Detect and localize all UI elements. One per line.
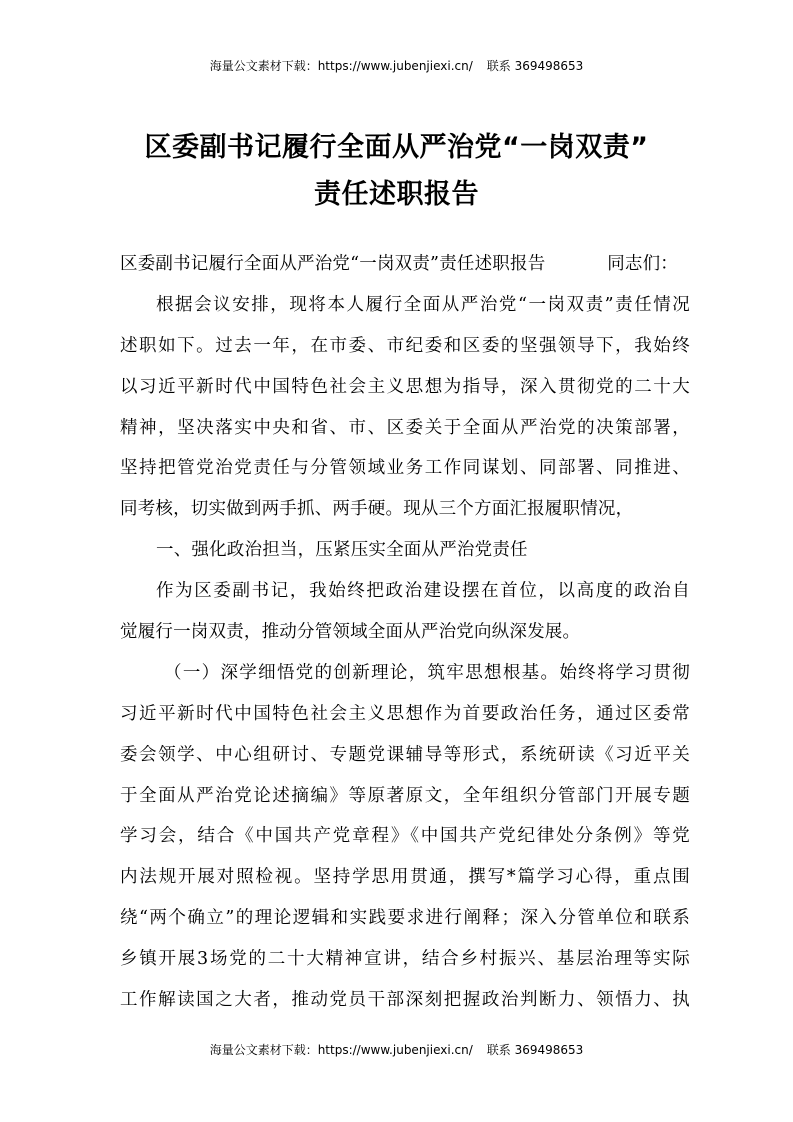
section-heading: 一、强化政治担当，压紧压实全面从严治党责任 — [156, 540, 528, 561]
paragraph-line: 同考核，切实做到两手抓、两手硬。现从三个方面汇报履职情况， — [120, 499, 634, 520]
footer-contact: 联系 369498653 — [486, 1043, 584, 1057]
paragraph-line: 委会领学、中心组研讨、专题党课辅导等形式，系统研读《习近平关 — [120, 744, 690, 765]
paragraph-line: 精神，坚决落实中央和省、市、区委关于全面从严治党的决策部署， — [120, 417, 690, 438]
paragraph-line: 坚持把管党治党责任与分管领域业务工作同谋划、同部署、同推进、 — [120, 458, 690, 479]
document-body — [120, 244, 690, 1021]
intro-title-reference: 区委副书记履行全面从严治党“一岗双责”责任述职报告 — [120, 254, 546, 274]
paragraph-line: 作为区委副书记，我始终把政治建设摆在首位，以高度的政治自 — [156, 581, 690, 602]
intro-line — [120, 244, 690, 285]
paragraph-line: 觉履行一岗双责，推动分管领域全面从严治党向纵深发展。 — [120, 622, 581, 643]
paragraph-line: 学习会，结合《中国共产党章程》《中国共产党纪律处分条例》等党 — [120, 826, 690, 847]
paragraph-line: 工作解读国之大者，推动党员干部深刻把握政治判断力、领悟力、执 — [120, 990, 690, 1011]
header-contact: 联系 369498653 — [486, 59, 584, 73]
intro-greeting: 同志们： — [607, 254, 678, 274]
paragraph-line: 以习近平新时代中国特色社会主义思想为指导，深入贯彻党的二十大 — [120, 376, 690, 397]
paragraph-line: 述职如下。过去一年，在市委、市纪委和区委的坚强领导下，我始终 — [120, 335, 690, 356]
document-title-line-1: 区委副书记履行全面从严治党“一岗双责” — [144, 132, 649, 163]
paragraph-line: 乡镇开展3场党的二十大精神宣讲，结合乡村振兴、基层治理等实际 — [120, 949, 690, 970]
paragraph-line: 根据会议安排，现将本人履行全面从严治党“一岗双责”责任情况 — [156, 294, 690, 315]
footer-download-link-text: 海量公文素材下载：https://www.jubenjiexi.cn/ — [209, 1043, 473, 1057]
paragraph-line: 习近平新时代中国特色社会主义思想作为首要政治任务，通过区委常 — [120, 703, 690, 724]
paragraph-line: 于全面从严治党论述摘编》等原著原文，全年组织分管部门开展专题 — [120, 785, 690, 806]
paragraph-line: 绕“两个确立”的理论逻辑和实践要求进行阐释；深入分管单位和联系 — [120, 908, 690, 929]
page-header — [0, 58, 793, 74]
paragraph-line: 内法规开展对照检视。坚持学思用贯通，撰写*篇学习心得，重点围 — [120, 867, 690, 888]
header-download-link-text: 海量公文素材下载：https://www.jubenjiexi.cn/ — [209, 59, 473, 73]
paragraph-line: （一）深学细悟党的创新理论，筑牢思想根基。始终将学习贯彻 — [164, 662, 690, 683]
page-footer — [0, 1042, 793, 1058]
document-title-line-2: 责任述职报告 — [314, 179, 479, 210]
